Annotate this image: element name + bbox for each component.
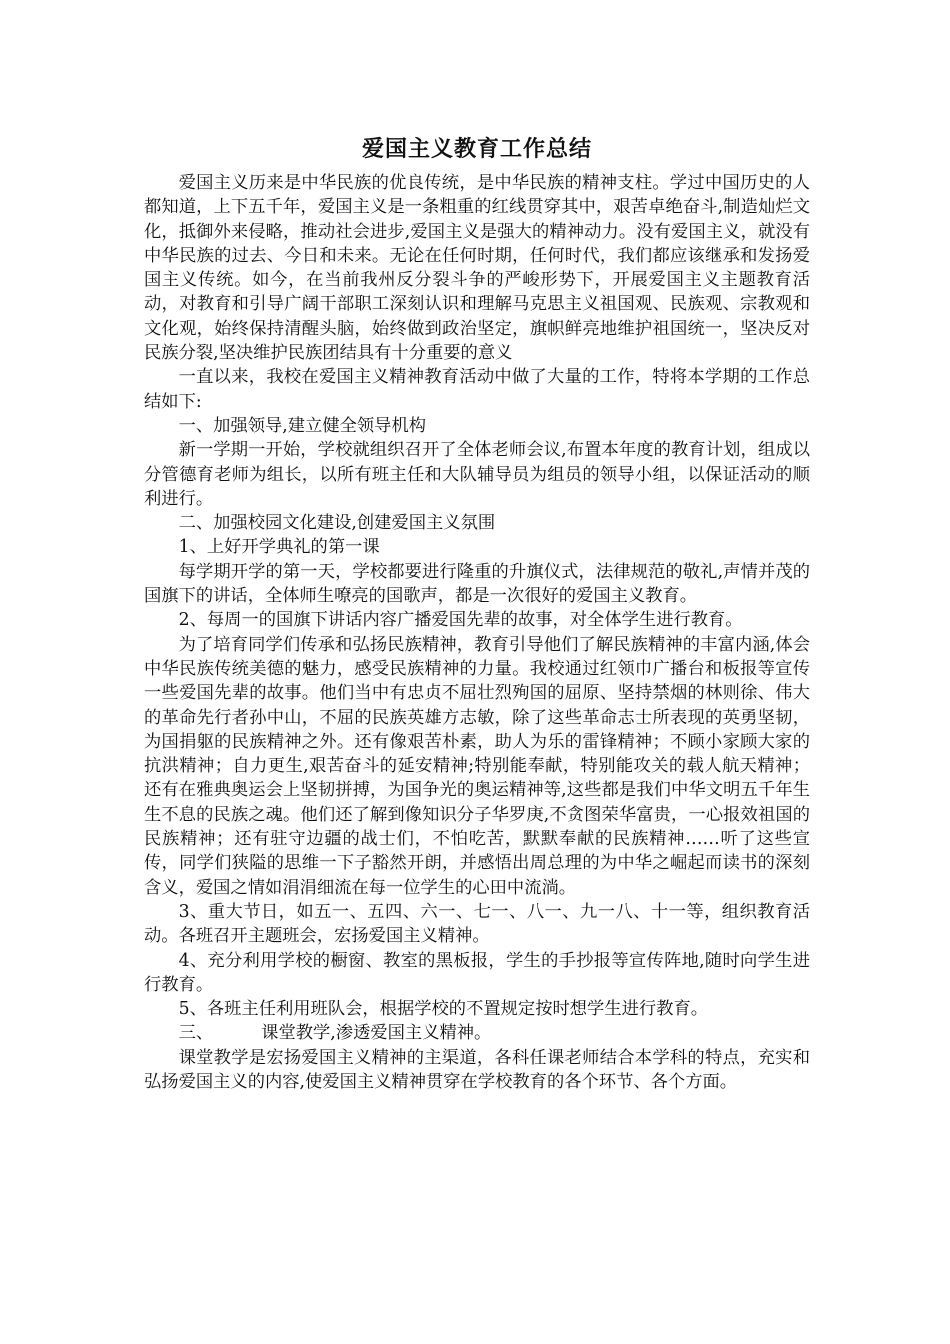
- section-heading-1: 一、加强领导,建立健全领导机构: [178, 415, 427, 436]
- paragraph-overview: 一直以来，我校在爱国主义精神教育活动中做了大量的工作，特将本学期的工作总结如下:: [144, 367, 810, 412]
- item-2-4: 4、充分利用学校的橱窗、教室的黑板报，学生的手抄报等宣传阵地,随时向学生进行教育。: [144, 950, 810, 995]
- item-2-5: 5、各班主任利用班队会，根据学校的不置规定按时想学生进行教育。: [178, 999, 709, 1020]
- subheading-2-1: 1、上好开学典礼的第一课: [178, 537, 380, 558]
- paragraph-national-spirit: 为了培育同学们传承和弘扬民族精神，教育引导他们了解民族精神的丰富内涵,体会中华民族传统美德的魅力，感受民族精神的力量。我校通过红领巾广播台和板报等宣传一些爱国先辈的故事。他们当中有忠贞不屈壮烈殉国的屈原、坚持禁烟的林则徐、伟大的革命先行者孙中山，不屈的民族英雄方志敏，除了这些革命志士所表现的英勇坚韧，为国捐躯的民族精神之外。还有像艰苦朴素，助人为乐的雷锋精神；不顾小家顾大家的抗洪精神；自力更生,艰苦奋斗的延安精神;特别能奉献，特别能攻关的载人航天精神；还有在雅典奥运会上坚韧拼搏，为国争光的奥运精神等,这些都是我们中华文明五千年生生不息的民族之魂。他们还了解到像知识分子华罗庚,不贪图荣华富贵，一心报效祖国的民族精神；还有驻守边疆的战士们，不怕吃苦，默默奉献的民族精神……听了这些宣传，同学们狭隘的思维一下子豁然开朗，并感悟出周总理的为中华之崛起而读书的深刻含义，爱国之情如涓涓细流在每一位学生的心田中流淌。: [144, 634, 810, 898]
- section-heading-3: [144, 1021, 810, 1045]
- section-3-number: 三、: [178, 1023, 214, 1044]
- paragraph-opening-ceremony: 每学期开学的第一天，学校都要进行隆重的升旗仪式，法律规范的敬礼,声情并茂的国旗下的讲话，全体师生嘹亮的国歌声，都是一次很好的爱国主义教育。: [144, 561, 810, 607]
- document-body: [144, 135, 810, 1094]
- paragraph-leadership: 新一学期一开始，学校就组织召开了全体老师会议,布置本年度的教育计划，组成以分管德育老师为组长，以所有班主任和大队辅导员为组员的领导小组，以保证活动的顺利进行。: [144, 440, 810, 509]
- section-heading-2: 二、加强校园文化建设,创建爱国主义氛围: [178, 513, 496, 534]
- paragraph-intro: 爱国主义历来是中华民族的优良传统，是中华民族的精神支柱。学过中国历史的人都知道，上下五千年，爱国主义是一条粗重的红线贯穿其中，艰苦卓绝奋斗,制造灿烂文化，抵御外来侵略，推动社会进步,爱国主义是强大的精神动力。没有爱国主义，就没有中华民族的过去、今日和未来。无论在任何时期，任何时代，我们都应该继承和发扬爱国主义传统。如今，在当前我州反分裂斗争的严峻形势下，开展爱国主义主题教育活动，对教育和引导广阔干部职工深刻认识和理解马克思主义祖国观、民族观、宗教观和文化观，始终保持清醒头脑，始终做到政治坚定，旗帜鲜亮地维护祖国统一，坚决反对民族分裂,坚决维护民族团结具有十分重要的意义: [144, 173, 810, 364]
- subheading-2-2: 2、每周一的国旗下讲话内容广播爱国先辈的故事，对全体学生进行教育。: [178, 610, 743, 631]
- paragraph-classroom: 课堂教学是宏扬爱国主义精神的主渠道，各科任课老师结合本学科的特点，充实和弘扬爱国主义的内容,使爱国主义精神贯穿在学校教育的各个环节、各个方面。: [144, 1047, 810, 1092]
- item-2-3: 3、重大节日，如五一、五四、六一、七一、八一、九一八、十一等，组织教育活动。各班召开主题班会，宏扬爱国主义精神。: [144, 901, 810, 947]
- document-title: 爱国主义教育工作总结: [361, 137, 592, 162]
- section-3-text: 课堂教学,渗透爱国主义精神。: [261, 1023, 492, 1044]
